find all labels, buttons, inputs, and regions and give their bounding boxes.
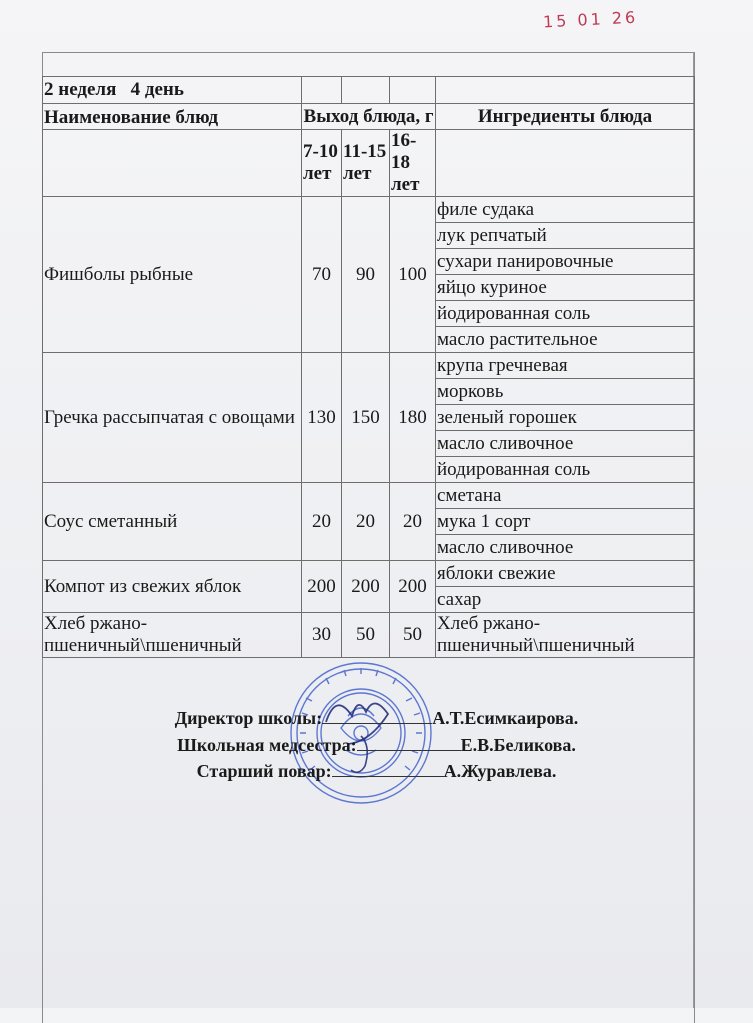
yield-16-18: 180 — [390, 353, 436, 483]
ingredient-cell: морковь — [436, 379, 695, 405]
dish-name: Соус сметанный — [43, 483, 302, 561]
column-yield-header: Выход блюда, г — [302, 104, 436, 130]
yield-7-10: 70 — [302, 197, 342, 353]
table-row — [43, 353, 695, 379]
nurse-name: Е.В.Беликова. — [460, 735, 576, 755]
nurse-label: Школьная медсестра: — [177, 735, 357, 755]
ingredient-cell: йодированная соль — [436, 457, 695, 483]
age-group-11-15: 11-15 лет — [342, 130, 390, 197]
ingredient-cell: сахар — [436, 587, 695, 613]
ingredient-cell: яблоки свежие — [436, 561, 695, 587]
yield-11-15: 20 — [342, 483, 390, 561]
ingredient-cell: филе судака — [436, 197, 695, 223]
cook-name: А.Журавлева. — [443, 761, 557, 781]
ingredient-cell: лук репчатый — [436, 223, 695, 249]
yield-11-15: 90 — [342, 197, 390, 353]
ingredient-cell: масло растительное — [436, 327, 695, 353]
ingredient-cell: мука 1 сорт — [436, 509, 695, 535]
dish-name: Гречка рассыпчатая с овощами — [43, 353, 302, 483]
signature-nurse — [0, 735, 753, 756]
ingredient-cell: яйцо куриное — [436, 275, 695, 301]
yield-7-10: 200 — [302, 561, 342, 613]
yield-7-10: 130 — [302, 353, 342, 483]
yield-16-18: 200 — [390, 561, 436, 613]
director-label: Директор школы: — [174, 708, 323, 728]
ingredient-cell: крупа гречневая — [436, 353, 695, 379]
menu-table — [42, 76, 695, 658]
signature-director — [0, 708, 753, 729]
table-row — [43, 561, 695, 587]
column-ingredients-header: Ингредиенты блюда — [436, 104, 695, 130]
age-group-16-18: 16-18 лет — [390, 130, 436, 197]
table-row — [43, 613, 695, 658]
official-stamp-icon — [286, 658, 436, 808]
table-row — [43, 197, 695, 223]
column-dish-header: Наименование блюд — [43, 104, 302, 130]
yield-11-15: 150 — [342, 353, 390, 483]
yield-7-10: 20 — [302, 483, 342, 561]
cook-label: Старший повар: — [196, 761, 332, 781]
handwritten-date: 15 01 26 — [542, 7, 639, 32]
table-row — [43, 483, 695, 509]
dish-name: Компот из свежих яблок — [43, 561, 302, 613]
yield-7-10: 30 — [302, 613, 342, 658]
yield-11-15: 200 — [342, 561, 390, 613]
age-group-7-10: 7-10 лет — [302, 130, 342, 197]
ingredient-cell: масло сливочное — [436, 431, 695, 457]
dish-name: Хлеб ржано-пшеничный\пшеничный — [43, 613, 302, 658]
ingredient-cell: сухари панировочные — [436, 249, 695, 275]
ingredient-cell: йодированная соль — [436, 301, 695, 327]
signature-cook — [0, 761, 753, 782]
yield-16-18: 100 — [390, 197, 436, 353]
ingredient-cell: зеленый горошек — [436, 405, 695, 431]
dish-name: Фишболы рыбные — [43, 197, 302, 353]
ingredient-cell: сметана — [436, 483, 695, 509]
yield-11-15: 50 — [342, 613, 390, 658]
week-day-heading: 2 неделя 4 день — [43, 77, 302, 104]
ingredient-cell: масло сливочное — [436, 535, 695, 561]
yield-16-18: 50 — [390, 613, 436, 658]
director-name: А.Т.Есимкаирова. — [432, 708, 579, 728]
ingredient-cell: Хлеб ржано-пшеничный\пшеничный — [436, 613, 695, 658]
yield-16-18: 20 — [390, 483, 436, 561]
